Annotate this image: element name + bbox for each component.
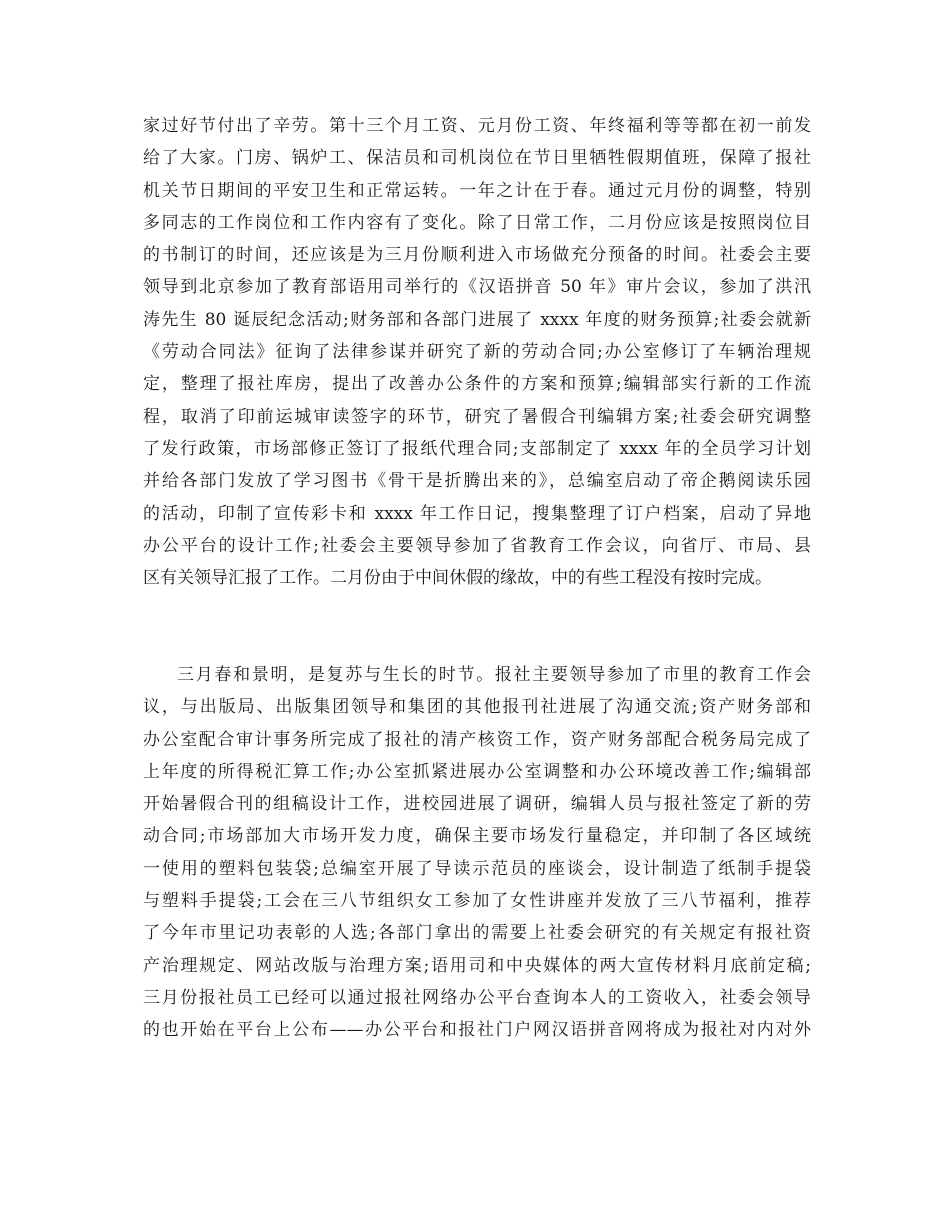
text-line: 给了大家。门房、锅炉工、保洁员和司机岗位在节日里牺牲假期值班，保障了报社 bbox=[143, 148, 811, 169]
text-line: 《劳动合同法》征询了法律参谋并研究了新的劳动合同;办公室修订了车辆治理规 bbox=[143, 342, 811, 363]
text-line: 了今年市里记功表彰的人选;各部门拿出的需要上社委会研究的有关规定有报社资 bbox=[143, 923, 811, 944]
text-line: 议，与出版局、出版集团领导和集团的其他报刊社进展了沟通交流;资产财务部和 bbox=[143, 697, 811, 718]
text-line: 多同志的工作岗位和工作内容有了变化。除了日常工作，二月份应该是按照岗位目 bbox=[143, 212, 811, 233]
text-line: 与塑料手提袋;工会在三八节组织女工参加了女性讲座并发放了三八节福利，推荐 bbox=[143, 891, 811, 912]
text-line: 的书制订的时间，还应该是为三月份顺利进入市场做充分预备的时间。社委会主要 bbox=[143, 245, 811, 266]
text-line: 了发行政策，市场部修正签订了报纸代理合同;支部制定了 xxxx 年的全员学习计划 bbox=[143, 438, 811, 459]
text-line: 一使用的塑料包装袋;总编室开展了导读示范员的座谈会，设计制造了纸制手提袋 bbox=[143, 858, 811, 879]
text-line: 的活动，印制了宣传彩卡和 xxxx 年工作日记，搜集整理了订户档案，启动了异地 bbox=[143, 503, 811, 524]
text-line: 领导到北京参加了教育部语用司举行的《汉语拼音 50 年》审片会议，参加了洪汛 bbox=[143, 277, 811, 298]
text-line: 三月份报社员工已经可以通过报社网络办公平台查询本人的工资收入，社委会领导 bbox=[143, 987, 811, 1008]
text-line: 上年度的所得税汇算工作;办公室抓紧进展办公室调整和办公环境改善工作;编辑部 bbox=[143, 761, 811, 782]
text-line: 涛先生 80 诞辰纪念活动;财务部和各部门进展了 xxxx 年度的财务预算;社委会就新 bbox=[143, 309, 811, 330]
text-line: 区有关领导汇报了工作。二月份由于中间休假的缘故，中的有些工程没有按时完成。 bbox=[143, 568, 772, 589]
paragraph-february-summary bbox=[143, 110, 811, 594]
paragraph-march-summary bbox=[143, 659, 811, 1047]
text-line: 动合同;市场部加大市场开发力度，确保主要市场发行量稳定，并印制了各区域统 bbox=[143, 826, 811, 847]
text-line: 三月春和景明，是复苏与生长的时节。报社主要领导参加了市里的教育工作会 bbox=[177, 665, 811, 685]
text-line: 开始暑假合刊的组稿设计工作，进校园进展了调研，编辑人员与报社签定了新的劳 bbox=[143, 794, 811, 815]
text-line: 家过好节付出了辛劳。第十三个月工资、元月份工资、年终福利等等都在初一前发 bbox=[143, 116, 811, 136]
text-line: 办公室配合审计事务所完成了报社的清产核资工作，资产财务部配合税务局完成了 bbox=[143, 729, 811, 750]
text-line: 程，取消了印前运城审读签字的环节，研究了暑假合刊编辑方案;社委会研究调整 bbox=[143, 406, 811, 427]
text-line: 办公平台的设计工作;社委会主要领导参加了省教育工作会议，向省厅、市局、县 bbox=[143, 535, 811, 556]
text-line: 的也开始在平台上公布——办公平台和报社门户网汉语拼音网将成为报社对内对外 bbox=[143, 1020, 811, 1041]
text-line: 定，整理了报社库房，提出了改善办公条件的方案和预算;编辑部实行新的工作流 bbox=[143, 374, 811, 395]
text-line: 产治理规定、网站改版与治理方案;语用司和中央媒体的两大宣传材料月底前定稿; bbox=[143, 955, 811, 976]
text-line: 机关节日期间的平安卫生和正常运转。一年之计在于春。通过元月份的调整，特别 bbox=[143, 180, 811, 201]
text-line: 并给各部门发放了学习图书《骨干是折腾出来的》，总编室启动了帝企鹅阅读乐园 bbox=[143, 471, 811, 492]
